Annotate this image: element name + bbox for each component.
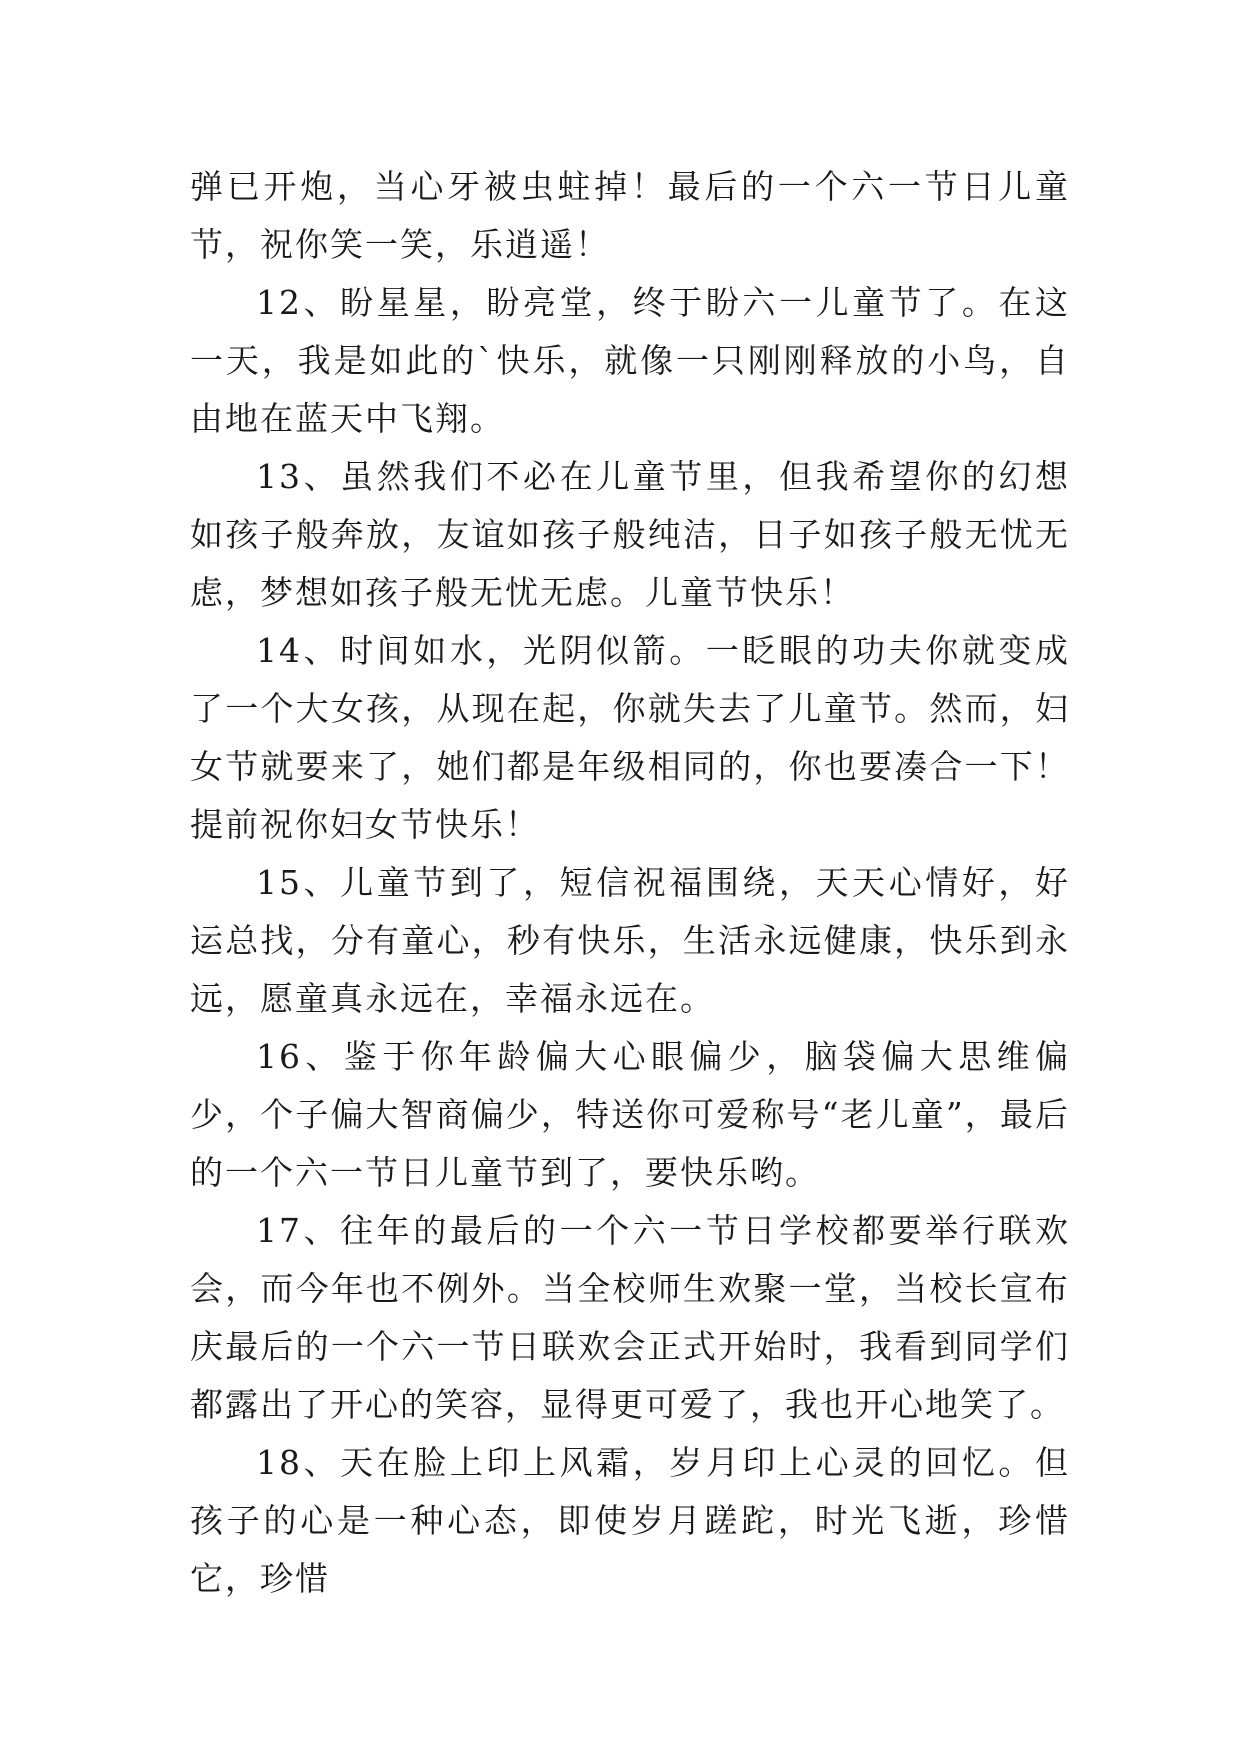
paragraph-17: 17、往年的最后的一个六一节日学校都要举行联欢会，而今年也不例外。当全校师生欢聚一堂，当校长宣布庆最后的一个六一节日联欢会正式开始时，我看到同学们都露出了开心的笑容，显得更可爱了，我也开心地笑了。 xyxy=(190,1211,1070,1424)
document-body xyxy=(190,158,1070,1608)
paragraph-16: 16、鉴于你年龄偏大心眼偏少，脑袋偏大思维偏少，个子偏大智商偏少，特送你可爱称号“老儿童”，最后的一个六一节日儿童节到了，要快乐哟。 xyxy=(190,1037,1070,1192)
paragraph-14: 14、时间如水，光阴似箭。一眨眼的功夫你就变成了一个大女孩，从现在起，你就失去了儿童节。然而，妇女节就要来了，她们都是年级相同的，你也要凑合一下！提前祝你妇女节快乐！ xyxy=(190,631,1070,844)
paragraph-12: 12、盼星星，盼亮堂，终于盼六一儿童节了。在这一天，我是如此的`快乐，就像一只刚刚释放的小鸟，自由地在蓝天中飞翔。 xyxy=(190,283,1070,438)
paragraph-13: 13、虽然我们不必在儿童节里，但我希望你的幻想如孩子般奔放，友谊如孩子般纯洁，日子如孩子般无忧无虑，梦想如孩子般无忧无虑。儿童节快乐！ xyxy=(190,457,1070,612)
paragraph-15: 15、儿童节到了，短信祝福围绕，天天心情好，好运总找，分有童心，秒有快乐，生活永远健康，快乐到永远，愿童真永远在，幸福永远在。 xyxy=(190,863,1070,1018)
paragraph-continuation: 弹已开炮，当心牙被虫蛀掉！最后的一个六一节日儿童节，祝你笑一笑，乐逍遥！ xyxy=(190,167,1070,264)
paragraph-18: 18、天在脸上印上风霜，岁月印上心灵的回忆。但孩子的心是一种心态，即使岁月蹉跎，时光飞逝，珍惜它，珍惜 xyxy=(190,1443,1070,1598)
